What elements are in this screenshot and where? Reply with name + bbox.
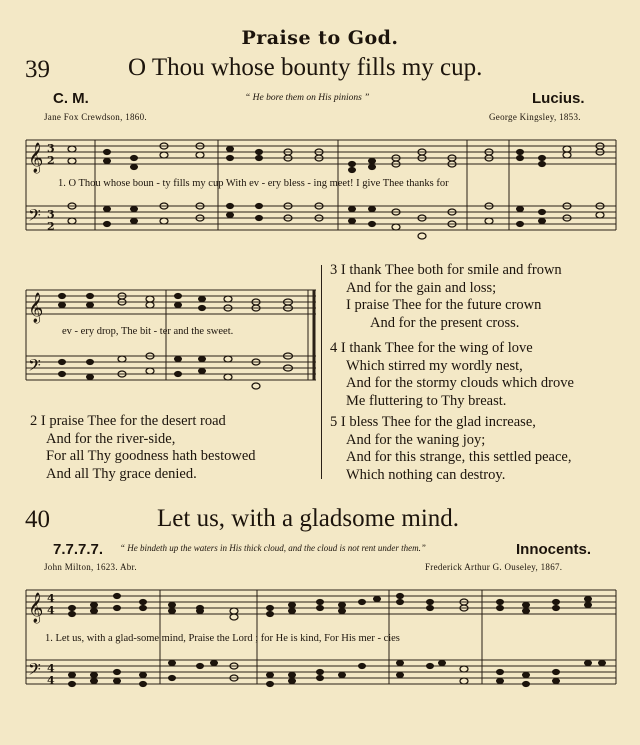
notes xyxy=(68,143,604,239)
hymn-40-number: 40 xyxy=(25,506,50,533)
bass-clef-icon: 𝄢 xyxy=(28,659,41,683)
hymn-40-score-system-1 xyxy=(22,578,622,713)
hymn-40-epigraph: “ He bindeth up the waters in His thick cloud, and the cloud is not rent under them.” xyxy=(120,543,426,553)
hymn-40-composer: Frederick Arthur G. Ouseley, 1867. xyxy=(425,562,563,572)
hymn-39-stanza-2: 2 I praise Thee for the desert road And for the river-side, For all Thy goodness hath bestowed And all Thy grace denied. xyxy=(30,413,256,482)
hymn-40-tune: Innocents. xyxy=(516,541,592,558)
section-title: Praise to God. xyxy=(241,27,399,49)
hymn-39-author: Jane Fox Crewdson, 1860. xyxy=(44,112,147,122)
hymn-39-stanza-5: 5 I bless Thee for the glad increase, And for the waning joy; And for this strange, this settled peace, Which nothing can destroy. xyxy=(330,414,572,483)
treble-clef-icon: 𝄞 xyxy=(28,293,44,323)
svg-text:4: 4 xyxy=(47,674,55,687)
hymn-40-lyrics-line-1: 1. Let us, with a glad-some mind, Praise the Lord ; for He is kind, For His mer - cies xyxy=(45,633,400,644)
hymn-39-title: O Thou whose bounty fills my cup. xyxy=(128,54,483,81)
time-signature-top: 3 xyxy=(47,142,55,155)
svg-text:2: 2 xyxy=(47,220,55,233)
hymn-39-meter: C. M. xyxy=(53,90,89,107)
bass-staff xyxy=(26,206,616,230)
treble-clef-icon: 𝄞 xyxy=(28,593,44,623)
hymn-39-stanza-3: 3 I thank Thee both for smile and frown And for the gain and loss; I praise Thee for the future crown And for the present cross. xyxy=(330,262,562,331)
svg-text:3: 3 xyxy=(47,208,55,221)
treble-clef-icon: 𝄞 xyxy=(28,143,44,173)
hymn-40-title: Let us, with a gladsome mind. xyxy=(157,505,460,532)
hymn-39-epigraph: “ He bore them on His pinions ” xyxy=(245,93,370,103)
hymn-39-score-system-2 xyxy=(22,278,322,396)
hymn-39-lyrics-line-2: ev - ery drop, The bit - ter and the sweet. xyxy=(62,326,234,337)
svg-text:4: 4 xyxy=(47,662,55,675)
column-divider xyxy=(321,265,322,479)
hymn-40-author: John Milton, 1623. Abr. xyxy=(44,562,137,572)
bass-clef-icon: 𝄢 xyxy=(28,205,41,229)
hymn-39-tune: Lucius. xyxy=(532,90,585,107)
hymn-39-lyrics-line-1: 1. O Thou whose boun - ty fills my cup With ev - ery bless - ing meet! I give Thee thanks for xyxy=(58,178,449,189)
time-signature-bottom: 2 xyxy=(47,154,55,167)
hymn-40-meter: 7.7.7.7. xyxy=(53,541,104,558)
hymn-39-stanza-4: 4 I thank Thee for the wing of love Which stirred my wordly nest, And for the stormy clouds which drove Me fluttering to Thy breast. xyxy=(330,340,574,409)
hymn-39-number: 39 xyxy=(25,56,50,83)
hymn-39-composer: George Kingsley, 1853. xyxy=(489,112,581,122)
svg-text:4: 4 xyxy=(47,604,55,617)
svg-text:4: 4 xyxy=(47,592,55,605)
bass-clef-icon: 𝄢 xyxy=(28,355,41,379)
